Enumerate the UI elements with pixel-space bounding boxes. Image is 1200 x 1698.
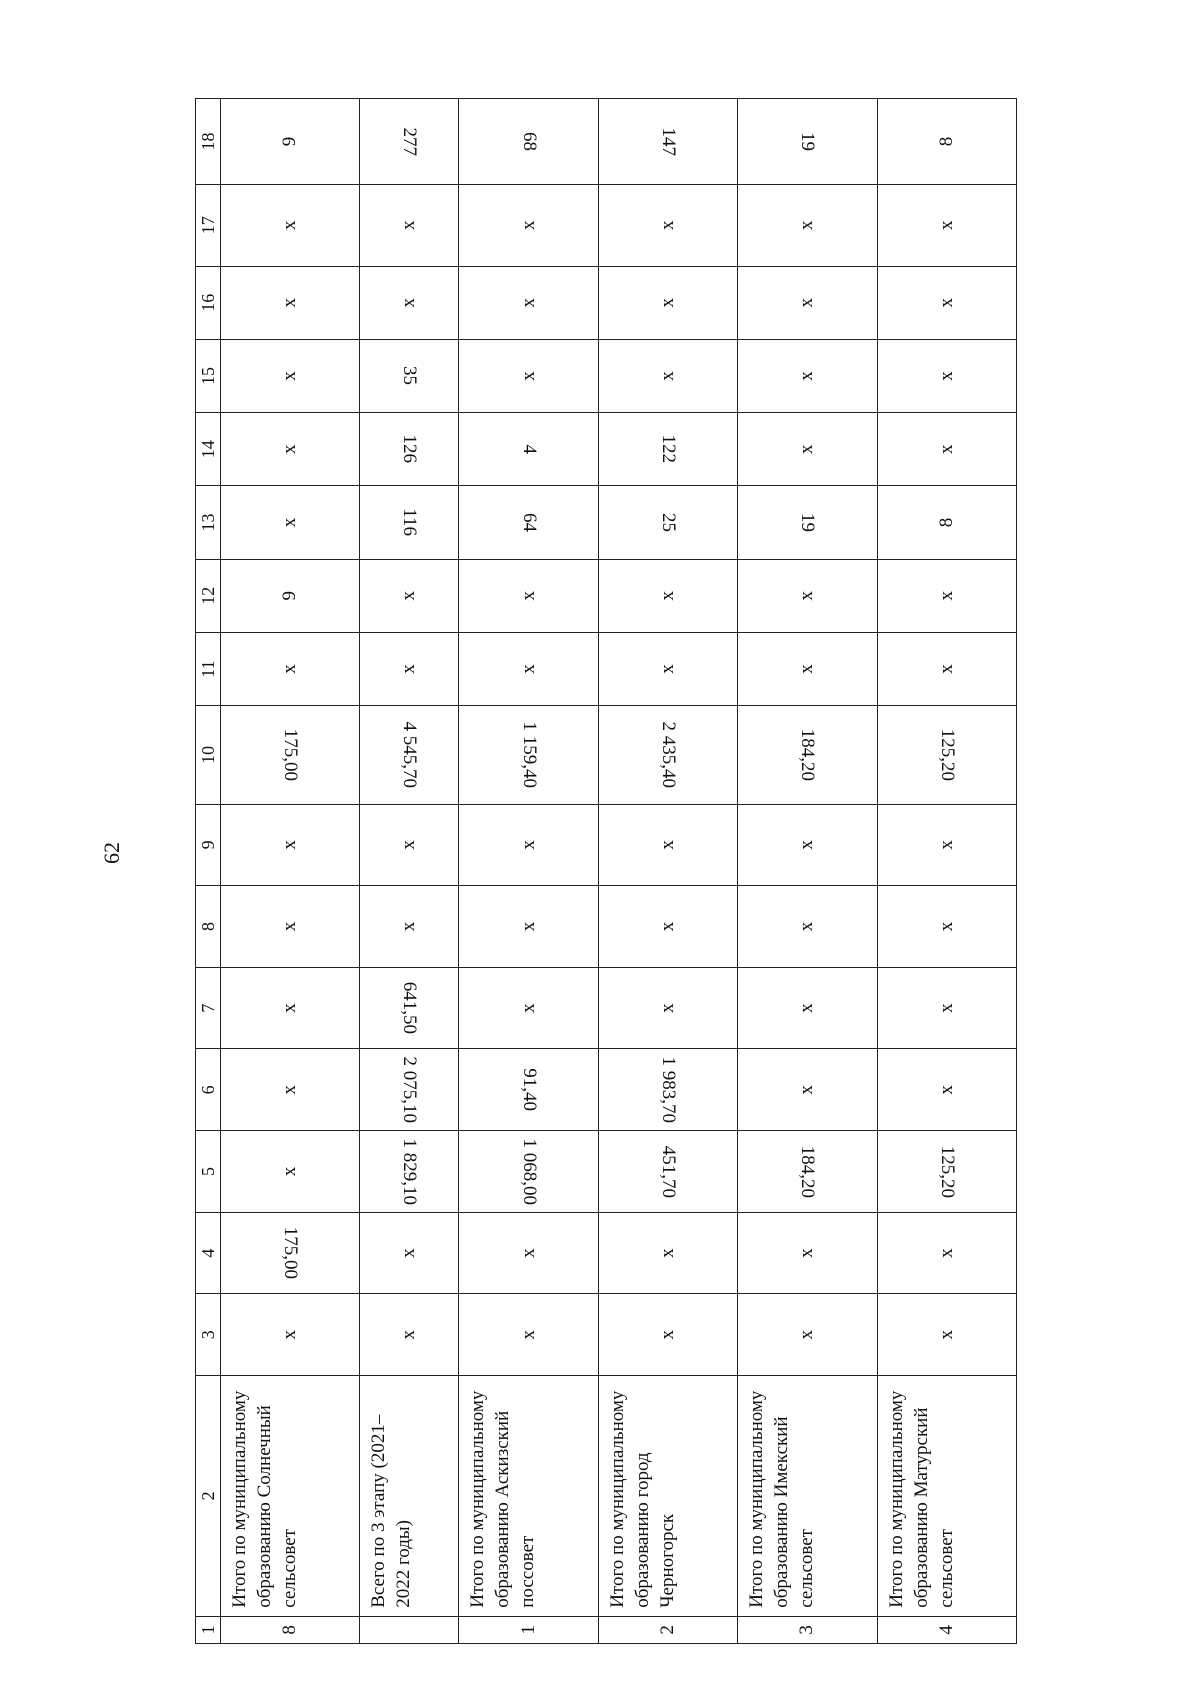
- value-cell: [360, 99, 459, 185]
- row-number-cell: 8: [221, 1616, 360, 1643]
- cell-value: x: [935, 444, 957, 454]
- value-cell: [221, 559, 360, 632]
- cell-value: x: [796, 840, 818, 850]
- cell-value: 2 075,10: [399, 1056, 421, 1124]
- cell-value: x: [398, 840, 420, 850]
- value-cell: [877, 486, 1016, 559]
- row-number-cell: 3: [738, 1616, 877, 1643]
- value-cell: [360, 1131, 459, 1213]
- value-cell: [877, 706, 1016, 804]
- value-cell: [598, 632, 737, 705]
- value-cell: [877, 1131, 1016, 1213]
- table-row: [877, 99, 1016, 1644]
- column-number-cell: 17: [196, 184, 221, 266]
- cell-value: x: [656, 297, 678, 308]
- value-cell: [738, 632, 877, 705]
- value-cell: [221, 266, 360, 339]
- column-number-cell: 6: [196, 1049, 221, 1131]
- value-cell: [360, 184, 459, 266]
- cell-value: 175,00: [280, 728, 302, 781]
- cell-value: x: [935, 664, 957, 674]
- cell-value: x: [279, 371, 301, 381]
- value-cell: [877, 413, 1016, 486]
- cell-value: x: [796, 220, 818, 231]
- value-cell: [598, 486, 737, 559]
- column-number-cell: 9: [196, 804, 221, 886]
- cell-value: 122: [657, 435, 679, 464]
- cell-value: x: [517, 371, 539, 381]
- value-cell: [598, 413, 737, 486]
- value-cell: [221, 486, 360, 559]
- cell-value: 147: [657, 127, 679, 156]
- column-number-cell: 1: [196, 1616, 221, 1643]
- value-cell: [738, 1131, 877, 1213]
- cell-value: x: [935, 591, 957, 601]
- cell-value: 8: [935, 136, 957, 147]
- cell-value: 4: [518, 444, 540, 454]
- cell-value: x: [398, 921, 420, 932]
- value-cell: [738, 339, 877, 412]
- value-cell: [877, 266, 1016, 339]
- value-cell: [221, 706, 360, 804]
- cell-value: x: [279, 1329, 301, 1340]
- cell-value: x: [935, 921, 957, 932]
- value-cell: [877, 339, 1016, 412]
- cell-value: 9: [279, 136, 301, 147]
- value-cell: [459, 804, 598, 886]
- value-cell: [360, 339, 459, 412]
- value-cell: [221, 967, 360, 1049]
- cell-value: 19: [797, 131, 819, 151]
- cell-value: x: [279, 297, 301, 308]
- column-number-cell: 7: [196, 967, 221, 1049]
- cell-value: x: [279, 444, 301, 454]
- cell-value: x: [656, 220, 678, 231]
- value-cell: [360, 1294, 459, 1376]
- value-cell: [738, 886, 877, 968]
- column-number-cell: 13: [196, 486, 221, 559]
- value-cell: [598, 967, 737, 1049]
- value-cell: [738, 266, 877, 339]
- value-cell: [360, 266, 459, 339]
- value-cell: [598, 886, 737, 968]
- row-name-cell: Итого по муниципальному образованию Имекский сельсовет: [738, 1376, 877, 1617]
- column-number-cell: 3: [196, 1294, 221, 1376]
- value-cell: [598, 184, 737, 266]
- value-cell: [360, 486, 459, 559]
- cell-value: x: [398, 591, 420, 601]
- value-cell: [738, 1294, 877, 1376]
- table-row: [360, 99, 459, 1644]
- value-cell: [221, 339, 360, 412]
- cell-value: 19: [797, 513, 819, 533]
- cell-value: 9: [279, 591, 301, 601]
- value-cell: [738, 486, 877, 559]
- value-cell: [459, 266, 598, 339]
- cell-value: x: [279, 220, 301, 231]
- cell-value: 68: [518, 131, 540, 151]
- column-number-cell: 11: [196, 632, 221, 705]
- value-cell: [877, 559, 1016, 632]
- value-cell: [221, 413, 360, 486]
- data-table: [195, 98, 1017, 1644]
- value-cell: [459, 1294, 598, 1376]
- value-cell: [360, 632, 459, 705]
- value-cell: [877, 1294, 1016, 1376]
- rotated-table-container: [195, 98, 1017, 1644]
- cell-value: 641,50: [399, 982, 421, 1035]
- cell-value: x: [279, 921, 301, 932]
- cell-value: x: [796, 444, 818, 454]
- value-cell: [738, 413, 877, 486]
- cell-value: x: [656, 371, 678, 381]
- cell-value: x: [935, 840, 957, 850]
- cell-value: x: [796, 1248, 818, 1258]
- cell-value: 451,70: [657, 1145, 679, 1198]
- column-number-row: [196, 99, 221, 1644]
- row-name-cell: Итого по муниципальному образованию город Черногорск: [598, 1376, 737, 1617]
- cell-value: 8: [935, 517, 957, 528]
- value-cell: [459, 632, 598, 705]
- cell-value: x: [517, 1003, 539, 1013]
- value-cell: [598, 706, 737, 804]
- column-number-cell: 5: [196, 1131, 221, 1213]
- value-cell: [598, 559, 737, 632]
- column-number-cell: 15: [196, 339, 221, 412]
- cell-value: 116: [399, 508, 421, 537]
- value-cell: [877, 632, 1016, 705]
- value-cell: [459, 413, 598, 486]
- value-cell: [877, 99, 1016, 185]
- cell-value: x: [796, 371, 818, 381]
- value-cell: [360, 886, 459, 968]
- cell-value: x: [656, 840, 678, 850]
- value-cell: [738, 184, 877, 266]
- value-cell: [598, 1131, 737, 1213]
- value-cell: [221, 632, 360, 705]
- cell-value: x: [935, 1248, 957, 1258]
- value-cell: [877, 184, 1016, 266]
- cell-value: x: [398, 297, 420, 308]
- cell-value: x: [517, 921, 539, 932]
- cell-value: 1 159,40: [518, 721, 540, 789]
- cell-value: x: [517, 591, 539, 601]
- cell-value: x: [796, 921, 818, 932]
- cell-value: x: [279, 1003, 301, 1013]
- value-cell: [221, 886, 360, 968]
- value-cell: [221, 1212, 360, 1294]
- cell-value: x: [517, 664, 539, 674]
- cell-value: x: [656, 591, 678, 601]
- value-cell: [221, 184, 360, 266]
- cell-value: x: [935, 220, 957, 231]
- value-cell: [459, 486, 598, 559]
- value-cell: [360, 1212, 459, 1294]
- value-cell: [877, 1049, 1016, 1131]
- cell-value: 184,20: [797, 728, 819, 781]
- table-row: [221, 99, 360, 1644]
- value-cell: [738, 706, 877, 804]
- value-cell: [360, 804, 459, 886]
- cell-value: x: [517, 1248, 539, 1258]
- row-name-cell: Итого по муниципальному образованию Солнечный сельсовет: [221, 1376, 360, 1617]
- row-name-cell: Всего по 3 этапу (2021–2022 годы): [360, 1376, 459, 1617]
- table-row: [598, 99, 737, 1644]
- value-cell: [360, 706, 459, 804]
- value-cell: [598, 1049, 737, 1131]
- value-cell: [459, 184, 598, 266]
- row-number-cell: [360, 1616, 459, 1643]
- value-cell: [877, 886, 1016, 968]
- column-number-cell: 2: [196, 1376, 221, 1617]
- row-name-cell: Итого по муниципальному образованию Матурский сельсовет: [877, 1376, 1016, 1617]
- cell-value: x: [796, 1329, 818, 1340]
- cell-value: 1 829,10: [399, 1138, 421, 1205]
- cell-value: 1 983,70: [657, 1056, 679, 1124]
- value-cell: [598, 266, 737, 339]
- row-number-cell: 4: [877, 1616, 1016, 1643]
- value-cell: [598, 99, 737, 185]
- value-cell: [738, 1212, 877, 1294]
- cell-value: x: [279, 1085, 301, 1095]
- row-name-cell: Итого по муниципальному образованию Аскизский поссовет: [459, 1376, 598, 1617]
- cell-value: x: [279, 1166, 301, 1177]
- cell-value: 25: [657, 513, 679, 533]
- value-cell: [598, 1294, 737, 1376]
- value-cell: [221, 1294, 360, 1376]
- value-cell: [738, 1049, 877, 1131]
- cell-value: x: [796, 591, 818, 601]
- value-cell: [738, 967, 877, 1049]
- cell-value: x: [935, 1329, 957, 1340]
- cell-value: 125,20: [936, 728, 958, 781]
- cell-value: 277: [399, 127, 421, 156]
- table-row: [459, 99, 598, 1644]
- column-number-cell: 8: [196, 886, 221, 968]
- value-cell: [360, 559, 459, 632]
- value-cell: [738, 804, 877, 886]
- value-cell: [877, 967, 1016, 1049]
- value-cell: [360, 413, 459, 486]
- cell-value: x: [517, 1329, 539, 1340]
- value-cell: [221, 99, 360, 185]
- cell-value: 175,00: [280, 1226, 302, 1280]
- cell-value: x: [398, 220, 420, 231]
- cell-value: 1 068,00: [518, 1138, 540, 1205]
- value-cell: [877, 1212, 1016, 1294]
- cell-value: 2 435,40: [657, 721, 679, 789]
- cell-value: x: [398, 1329, 420, 1340]
- value-cell: [598, 339, 737, 412]
- cell-value: x: [656, 1003, 678, 1013]
- column-number-cell: 4: [196, 1212, 221, 1294]
- table-row: [738, 99, 877, 1644]
- page-number: 62: [99, 842, 124, 864]
- cell-value: x: [656, 1248, 678, 1258]
- value-cell: [221, 804, 360, 886]
- value-cell: [459, 339, 598, 412]
- value-cell: [459, 886, 598, 968]
- value-cell: [459, 706, 598, 804]
- value-cell: [598, 804, 737, 886]
- cell-value: x: [279, 517, 301, 528]
- cell-value: x: [935, 1085, 957, 1095]
- column-number-cell: 14: [196, 413, 221, 486]
- row-number-cell: 1: [459, 1616, 598, 1643]
- cell-value: 64: [518, 513, 540, 533]
- column-number-cell: 18: [196, 99, 221, 185]
- value-cell: [459, 99, 598, 185]
- cell-value: x: [656, 1329, 678, 1340]
- value-cell: [598, 1212, 737, 1294]
- value-cell: [221, 1049, 360, 1131]
- cell-value: x: [517, 840, 539, 850]
- value-cell: [738, 559, 877, 632]
- cell-value: x: [796, 664, 818, 674]
- cell-value: x: [279, 664, 301, 674]
- cell-value: x: [517, 220, 539, 231]
- cell-value: 125,20: [936, 1145, 958, 1198]
- cell-value: x: [279, 840, 301, 850]
- value-cell: [459, 1212, 598, 1294]
- value-cell: [221, 1131, 360, 1213]
- value-cell: [877, 804, 1016, 886]
- cell-value: 35: [399, 366, 421, 386]
- value-cell: [459, 967, 598, 1049]
- value-cell: [360, 1049, 459, 1131]
- cell-value: x: [935, 371, 957, 381]
- cell-value: x: [398, 1248, 420, 1258]
- value-cell: [738, 99, 877, 185]
- cell-value: 126: [399, 435, 421, 464]
- value-cell: [360, 967, 459, 1049]
- column-number-cell: 16: [196, 266, 221, 339]
- column-number-cell: 12: [196, 559, 221, 632]
- value-cell: [459, 559, 598, 632]
- cell-value: x: [796, 297, 818, 308]
- cell-value: 4 545,70: [399, 721, 421, 789]
- cell-value: x: [796, 1003, 818, 1013]
- column-number-cell: 10: [196, 706, 221, 804]
- value-cell: [459, 1049, 598, 1131]
- cell-value: 91,40: [518, 1068, 540, 1112]
- cell-value: x: [796, 1085, 818, 1095]
- value-cell: [459, 1131, 598, 1213]
- cell-value: x: [935, 1003, 957, 1013]
- cell-value: x: [517, 297, 539, 308]
- cell-value: x: [935, 297, 957, 308]
- cell-value: x: [398, 664, 420, 674]
- cell-value: x: [656, 921, 678, 932]
- cell-value: 184,20: [797, 1145, 819, 1198]
- row-number-cell: 2: [598, 1616, 737, 1643]
- cell-value: x: [656, 664, 678, 674]
